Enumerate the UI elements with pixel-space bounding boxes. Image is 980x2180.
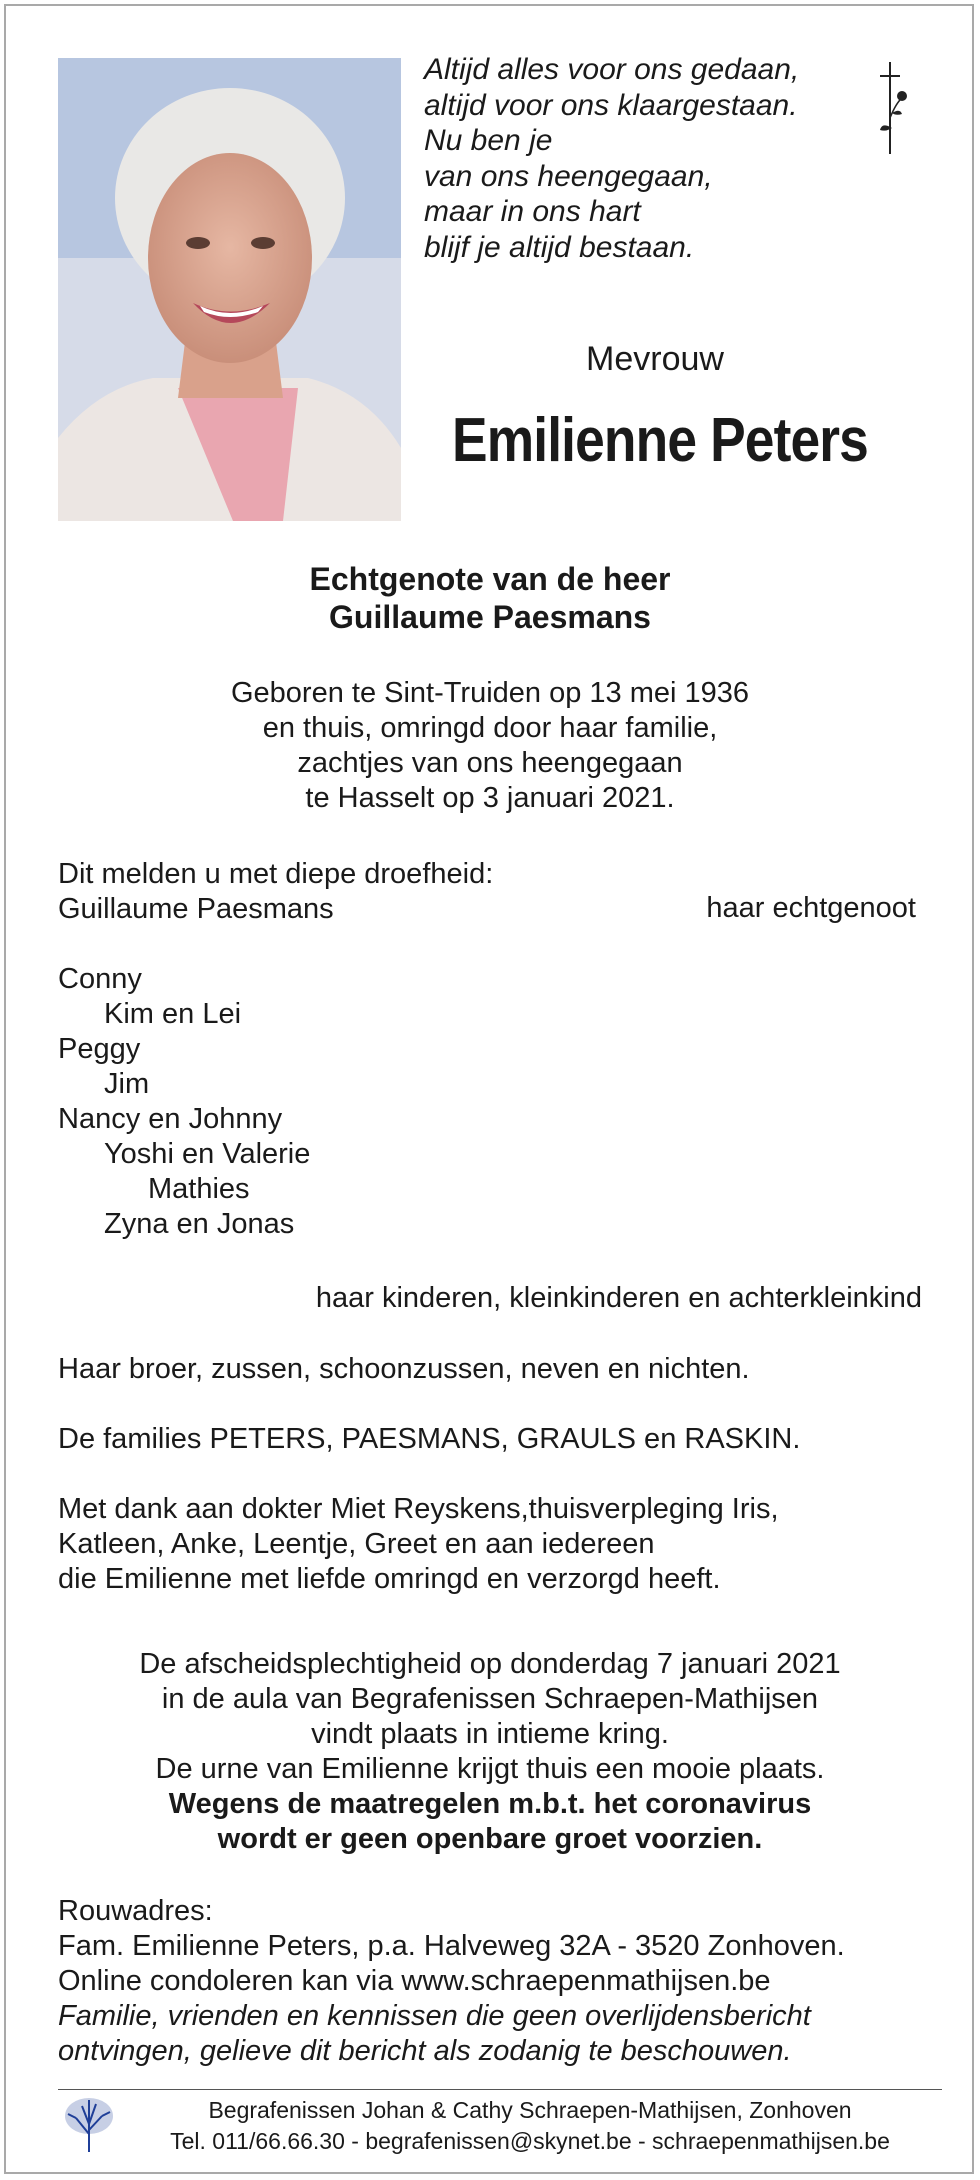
poem-line: blijf je altijd bestaan.	[424, 230, 695, 264]
ceremony-block	[0, 1647, 980, 1857]
spouse-line: Guillaume Paesmans	[329, 599, 651, 635]
poem-line: Nu ben je	[424, 124, 553, 157]
announcement: Dit melden u met diepe droefheid:	[58, 858, 494, 890]
ceremony-line: De afscheidsplechtigheid op donderdag 7 januari 2021	[139, 1648, 841, 1680]
salutation: Mevrouw	[586, 340, 724, 378]
husband-name: Guillaume Paesmans	[58, 893, 334, 925]
online-condolence: Online condoleren kan via www.schraepenmathijsen.be	[58, 1965, 771, 1997]
family-member: Kim en Lei	[104, 998, 242, 1030]
family-member: Mathies	[148, 1173, 250, 1205]
ceremony-line: De urne van Emilienne krijgt thuis een mooie plaats.	[155, 1753, 825, 1785]
footer-company: Begrafenissen Johan & Cathy Schraepen-Mathijsen, Zonhoven	[208, 2097, 852, 2123]
ceremony-notice: wordt er geen openbare groet voorzien.	[217, 1823, 763, 1855]
address-note: ontvingen, gelieve dit bericht als zodanig te beschouwen.	[58, 2035, 792, 2067]
born-line: zachtjes van ons heengegaan	[297, 747, 683, 779]
birth-death-block	[0, 676, 980, 816]
spouse-line: Echtgenote van de heer	[309, 561, 671, 597]
address-block	[58, 1894, 845, 2069]
ceremony-line: vindt plaats in intieme kring.	[311, 1718, 669, 1750]
poem-line: altijd voor ons klaargestaan.	[424, 88, 798, 122]
ceremony-notice: Wegens de maatregelen m.b.t. het coronavirus	[168, 1788, 812, 1820]
footer	[120, 2095, 940, 2157]
family-member: Jim	[104, 1068, 150, 1100]
tree-logo-icon	[60, 2094, 118, 2154]
poem	[424, 52, 799, 265]
born-line: Geboren te Sint-Truiden op 13 mei 1936	[230, 677, 750, 709]
deceased-name: Emilienne Peters	[452, 406, 868, 475]
thanks-block	[58, 1492, 779, 1597]
family-list	[58, 962, 310, 1242]
husband-relation: haar echtgenoot	[706, 892, 916, 924]
poem-line: Altijd alles voor ons gedaan,	[424, 53, 800, 86]
relatives: Haar broer, zussen, schoonzussen, neven en nichten.	[58, 1353, 750, 1385]
footer-divider	[58, 2089, 942, 2090]
portrait-photo	[58, 58, 401, 521]
thanks-line: Katleen, Anke, Leentje, Greet en aan iedereen	[58, 1528, 655, 1560]
address-label: Rouwadres:	[58, 1895, 213, 1927]
footer-contact: Tel. 011/66.66.30 - begrafenissen@skynet.be - schraepenmathijsen.be	[170, 2128, 890, 2154]
ceremony-line: in de aula van Begrafenissen Schraepen-Mathijsen	[161, 1683, 819, 1715]
born-line: te Hasselt op 3 januari 2021.	[305, 782, 675, 814]
spouse-block	[0, 560, 980, 636]
family-member: Nancy en Johnny	[58, 1103, 283, 1135]
family-member: Zyna en Jonas	[104, 1208, 295, 1240]
thanks-line: Met dank aan dokter Miet Reyskens,thuisverpleging Iris,	[58, 1493, 779, 1525]
poem-line: van ons heengegaan,	[424, 159, 713, 193]
thanks-line: die Emilienne met liefde omringd en verzorgd heeft.	[58, 1563, 721, 1595]
family-member: Yoshi en Valerie	[104, 1138, 311, 1170]
families: De families PETERS, PAESMANS, GRAULS en RASKIN.	[58, 1423, 801, 1455]
family-member: Peggy	[58, 1033, 141, 1065]
family-member: Conny	[58, 963, 142, 995]
poem-line: maar in ons hart	[424, 195, 641, 228]
cross-with-rose-icon	[872, 58, 912, 158]
born-line: en thuis, omringd door haar familie,	[262, 712, 718, 744]
address-line: Fam. Emilienne Peters, p.a. Halveweg 32A - 3520 Zonhoven.	[58, 1930, 845, 1962]
address-note: Familie, vrienden en kennissen die geen overlijdensbericht	[58, 2000, 811, 2032]
family-relation: haar kinderen, kleinkinderen en achterkleinkind	[315, 1282, 922, 1314]
